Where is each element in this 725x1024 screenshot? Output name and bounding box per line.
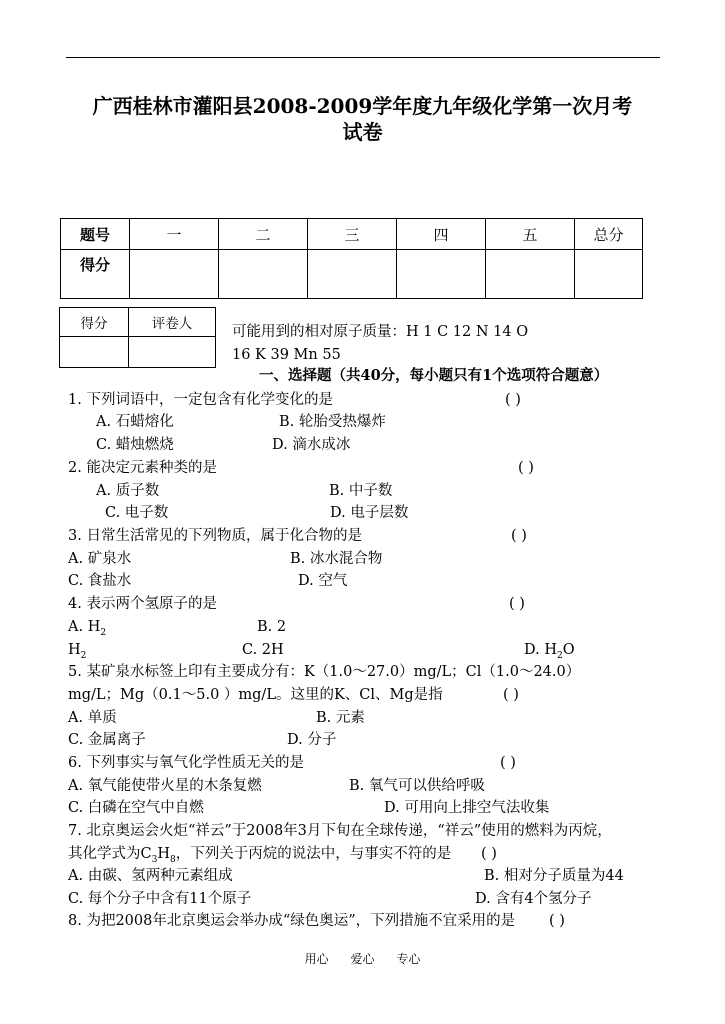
question-stem: 1. 下列词语中，一定包含有化学变化的是 — [68, 392, 333, 408]
footer-text: 爱心 — [350, 952, 375, 966]
footer-text: 专心 — [396, 952, 421, 966]
question-stem: 2. 能决定元素种类的是 — [68, 460, 217, 476]
score-header-cell: 四 — [397, 219, 486, 250]
answer-paren[interactable]: ( ) — [481, 846, 497, 862]
score-cell[interactable] — [486, 250, 575, 299]
option-c: C. 金属离子 — [68, 732, 146, 748]
question-stem: 3. 日常生活常见的下列物质，属于化合物的是 — [68, 528, 362, 544]
score-cell[interactable] — [219, 250, 308, 299]
question-stem-line2: mg/L；Mg（0.1～5.0 ）mg/L。这里的K、Cl、Mg是指 — [68, 687, 443, 703]
score-table — [60, 218, 643, 299]
grader-box — [59, 307, 216, 368]
option-c: C. 蜡烛燃烧 — [96, 437, 174, 453]
question-stem: 8. 为把2008年北京奥运会举办成“绿色奥运”，下列措施不宜采用的是 — [68, 913, 516, 929]
option-a: A. 矿泉水 — [68, 551, 132, 567]
question-stem-line2: 其化学式为$C_3H_8$，下列关于丙烷的说法中，与事实不符的是 — [68, 846, 452, 865]
option-a: A. 由碳、氢两种元素组成 — [68, 868, 233, 884]
option-b: B. 氧气可以供给呼吸 — [349, 778, 485, 794]
option-d: D. 可用向上排空气法收集 — [384, 800, 550, 816]
exam-title: 广西桂林市灌阳县2008-2009学年度九年级化学第一次月考 — [92, 94, 633, 118]
option-a: A. $H_2$ — [68, 619, 107, 638]
question-stem: 7. 北京奥运会火炬“祥云”于2008年3月下旬在全球传递，“祥云”使用的燃料为丙烷， — [68, 823, 612, 839]
option-a: A. 氧气能使带火星的木条复燃 — [68, 778, 262, 794]
answer-paren[interactable]: ( ) — [511, 528, 527, 544]
option-d: D. 含有4个氢分子 — [475, 891, 592, 907]
option-b: B. 中子数 — [329, 483, 393, 499]
score-row-label: 得分 — [61, 250, 130, 299]
section-heading: 一、选择题（共40分，每小题只有1个选项符合题意） — [259, 367, 609, 384]
score-header-cell: 题号 — [61, 219, 130, 250]
option-b: B. 冰水混合物 — [290, 551, 383, 567]
option-a: A. 石蜡熔化 — [96, 414, 174, 430]
footer-text: 用心 — [304, 952, 329, 966]
option-d: D. 分子 — [287, 732, 337, 748]
score-cell[interactable] — [308, 250, 397, 299]
option-b-continued: $H_2$ — [68, 642, 87, 661]
grader-name-cell[interactable] — [129, 337, 216, 368]
option-b: B. 元素 — [316, 710, 365, 726]
score-cell[interactable] — [130, 250, 219, 299]
exam-title-line2: 试卷 — [342, 120, 383, 144]
answer-paren[interactable]: ( ) — [549, 913, 565, 929]
score-header-cell: 一 — [130, 219, 219, 250]
answer-paren[interactable]: ( ) — [500, 755, 516, 771]
option-c: C. 电子数 — [105, 505, 169, 521]
option-b: B. 轮胎受热爆炸 — [279, 414, 386, 430]
option-c: C. 每个分子中含有11个原子 — [68, 891, 252, 907]
option-c: C. 2H — [242, 642, 284, 658]
question-stem: 4. 表示两个氢原子的是 — [68, 596, 217, 612]
score-cell[interactable] — [575, 250, 643, 299]
answer-paren[interactable]: ( ) — [509, 596, 525, 612]
option-c: C. 白磷在空气中自燃 — [68, 800, 204, 816]
option-d: D. 电子层数 — [330, 505, 409, 521]
answer-paren[interactable]: ( ) — [518, 460, 534, 476]
atomic-mass-line: 16 K 39 Mn 55 — [232, 347, 341, 363]
score-cell[interactable] — [397, 250, 486, 299]
answer-paren[interactable]: ( ) — [503, 687, 519, 703]
grader-score-cell[interactable] — [60, 337, 129, 368]
option-b: B. 相对分子质量为44 — [484, 868, 624, 884]
option-a: A. 质子数 — [96, 483, 160, 499]
option-c: C. 食盐水 — [68, 573, 132, 589]
option-b: B. 2 — [257, 619, 287, 635]
score-header-cell: 总分 — [575, 219, 643, 250]
grader-name-label: 评卷人 — [129, 308, 216, 337]
question-stem: 5. 某矿泉水标签上印有主要成分有：K（1.0～27.0）mg/L；Cl（1.0～24.0） — [68, 664, 581, 680]
answer-paren[interactable]: ( ) — [505, 392, 521, 408]
grader-score-label: 得分 — [60, 308, 129, 337]
score-header-cell: 二 — [219, 219, 308, 250]
score-header-cell: 三 — [308, 219, 397, 250]
option-d: D. 滴水成冰 — [272, 437, 351, 453]
option-d: D. $H_2O$ — [524, 642, 575, 661]
atomic-mass-line: 可能用到的相对原子质量：H 1 C 12 N 14 O — [232, 324, 529, 340]
question-stem: 6. 下列事实与氧气化学性质无关的是 — [68, 755, 304, 771]
option-a: A. 单质 — [68, 710, 117, 726]
header-rule — [66, 57, 660, 58]
option-d: D. 空气 — [298, 573, 348, 589]
page-footer — [0, 950, 725, 967]
score-header-cell: 五 — [486, 219, 575, 250]
